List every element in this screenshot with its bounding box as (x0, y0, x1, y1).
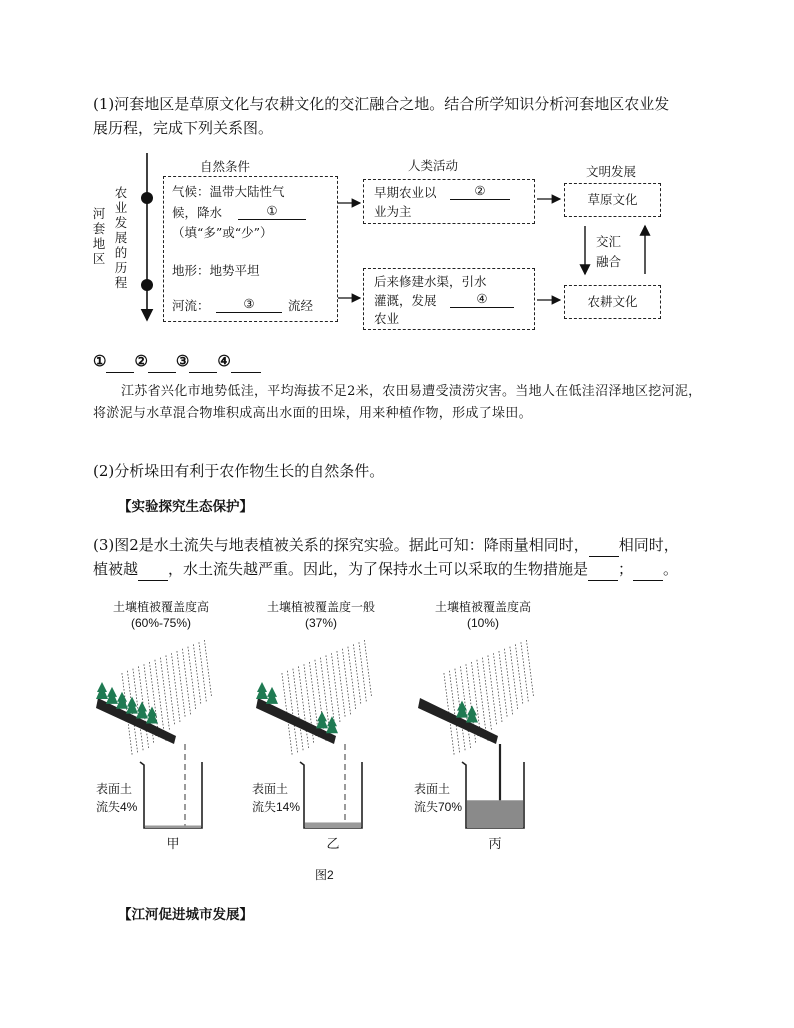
tree-icon (106, 687, 118, 704)
terrain-text: 地形：地势平坦 (172, 263, 260, 278)
panel-label: 甲 (166, 836, 180, 851)
answer-3-number: ③ (175, 352, 190, 370)
blank-3: ③ (216, 296, 282, 313)
natural-conditions-box (163, 176, 338, 322)
later-line-3: 农业 (374, 311, 400, 326)
panel-label: 乙 (326, 836, 340, 851)
tree-icon (136, 702, 148, 719)
answer-2-number: ② (134, 352, 148, 370)
figure-caption: 图2 (315, 868, 334, 882)
soil-loss-fill (305, 822, 361, 828)
answer-1-number: ① (93, 352, 107, 370)
question-3-text-c: 植被越 (93, 560, 139, 578)
timeline-dot-later (141, 279, 153, 291)
later-line-1: 后来修建水渠，引水 (374, 274, 487, 289)
later-line-2: 灌溉，发展 (374, 293, 437, 308)
tree-icon (256, 682, 268, 699)
beaker (140, 762, 202, 828)
river-prefix: 河流： (172, 298, 210, 313)
experiment-panel-1 (90, 596, 230, 856)
tree-icon (456, 701, 468, 718)
answer-4-blank[interactable] (231, 358, 261, 373)
panel-title: 土壤植被覆盖度一般 (266, 600, 375, 614)
climate-line-3: （填“多”或“少”） (172, 225, 273, 240)
answer-blanks (93, 349, 261, 373)
question-3-blank-3[interactable] (588, 566, 618, 581)
climate-line-2: 候，降水 (172, 205, 223, 220)
question-1-line-2: 展历程，完成下列关系图。 (93, 119, 274, 137)
answer-2-blank[interactable] (148, 358, 176, 373)
tree-icon (116, 692, 128, 709)
experiment-panel-3 (412, 596, 552, 856)
question-3-text-d: ，水土流失越严重。因此，为了保持水土可以采取的生物措施是 (168, 560, 589, 578)
exchange-label-1: 交汇 (596, 234, 622, 249)
early-line-2: 业为主 (374, 204, 412, 219)
tree-icon (96, 682, 108, 699)
tree-icon (266, 687, 278, 704)
question-3-text-a: (3)图2是水土流失与地表植被关系的探究实验。据此可知：降雨量相同时， (93, 536, 589, 554)
question-3-line-2 (93, 557, 678, 581)
blank-2: ② (450, 183, 510, 200)
soil-loss-label: 表面土 (96, 782, 133, 796)
tree-icon (146, 706, 158, 723)
question-3-text-f: 。 (663, 560, 679, 578)
answer-1-blank[interactable] (106, 358, 134, 373)
panel-coverage-percent: (37%) (304, 616, 337, 630)
climate-line-1: 气候：温带大陆性气 (172, 184, 285, 199)
farming-culture-label: 农耕文化 (587, 294, 638, 309)
timeline-dot-early (141, 192, 153, 204)
timeline-label: 农业发展的历程 (114, 185, 128, 290)
question-2: (2)分析垛田有利于农作物生长的自然条件。 (93, 462, 385, 480)
soil-loss-percent: 流失70% (414, 800, 463, 814)
soil-loss-label: 表面土 (252, 782, 289, 796)
column-human-activity: 人类活动 (408, 158, 459, 173)
section-heading-rivers: 【江河促进城市发展】 (118, 907, 253, 923)
figure-2 (90, 596, 550, 886)
exchange-label-2: 融合 (596, 254, 622, 269)
question-3-text-e: ； (618, 560, 634, 578)
panel-coverage-percent: (60%-75%) (130, 616, 192, 630)
answer-4-number: ④ (217, 352, 231, 370)
soil-loss-fill (467, 800, 523, 828)
blank-4: ④ (450, 291, 514, 308)
river-suffix: 流经 (288, 298, 314, 313)
panel-label: 丙 (488, 836, 502, 851)
question-3-blank-4[interactable] (633, 566, 663, 581)
question-1-line-1: (1)河套地区是草原文化与农耕文化的交汇融合之地。结合所学知识分析河套地区农业发 (93, 95, 670, 113)
early-activity-box (363, 179, 535, 224)
question-3-line-1 (93, 533, 679, 557)
soil-loss-percent: 流失4% (96, 800, 138, 814)
early-line-1: 早期农业以 (374, 185, 437, 200)
soil-loss-label: 表面土 (414, 782, 451, 796)
grassland-culture-label: 草原文化 (587, 192, 638, 207)
blank-1: ① (238, 203, 306, 220)
question-3-blank-1[interactable] (589, 542, 619, 557)
panel-title: 土壤植被覆盖度高 (112, 600, 209, 614)
column-natural-conditions: 自然条件 (200, 159, 251, 174)
tree-icon (126, 697, 138, 714)
soil-loss-fill (145, 826, 201, 829)
question-3-blank-2[interactable] (138, 566, 168, 581)
reading-passage: 江苏省兴化市地势低洼，平均海拔不足2米，农田易遭受渍涝灾害。当地人在低洼沼泽地区挖河泥，将淤泥与水草混合物堆积成高出水面的田垛，用来种植作物，形成了垛田。 (93, 384, 702, 421)
region-label: 河套地区 (92, 206, 106, 266)
later-activity-box (363, 268, 535, 330)
farming-culture-box (564, 285, 661, 319)
grassland-culture-box (564, 183, 661, 217)
experiment-panel-2 (250, 596, 390, 856)
panel-title: 土壤植被覆盖度高 (434, 600, 531, 614)
soil-loss-percent: 流失14% (252, 800, 301, 814)
panel-coverage-percent: (10%) (466, 616, 499, 630)
beaker (300, 762, 362, 828)
tree-icon (466, 705, 478, 722)
tree-icon (316, 711, 328, 728)
section-heading-ecology: 【实验探究生态保护】 (118, 499, 253, 515)
column-civilization: 文明发展 (586, 164, 637, 179)
answer-3-blank[interactable] (189, 358, 217, 373)
question-3-text-b: 相同时， (618, 536, 679, 554)
relationship-diagram (80, 148, 700, 348)
